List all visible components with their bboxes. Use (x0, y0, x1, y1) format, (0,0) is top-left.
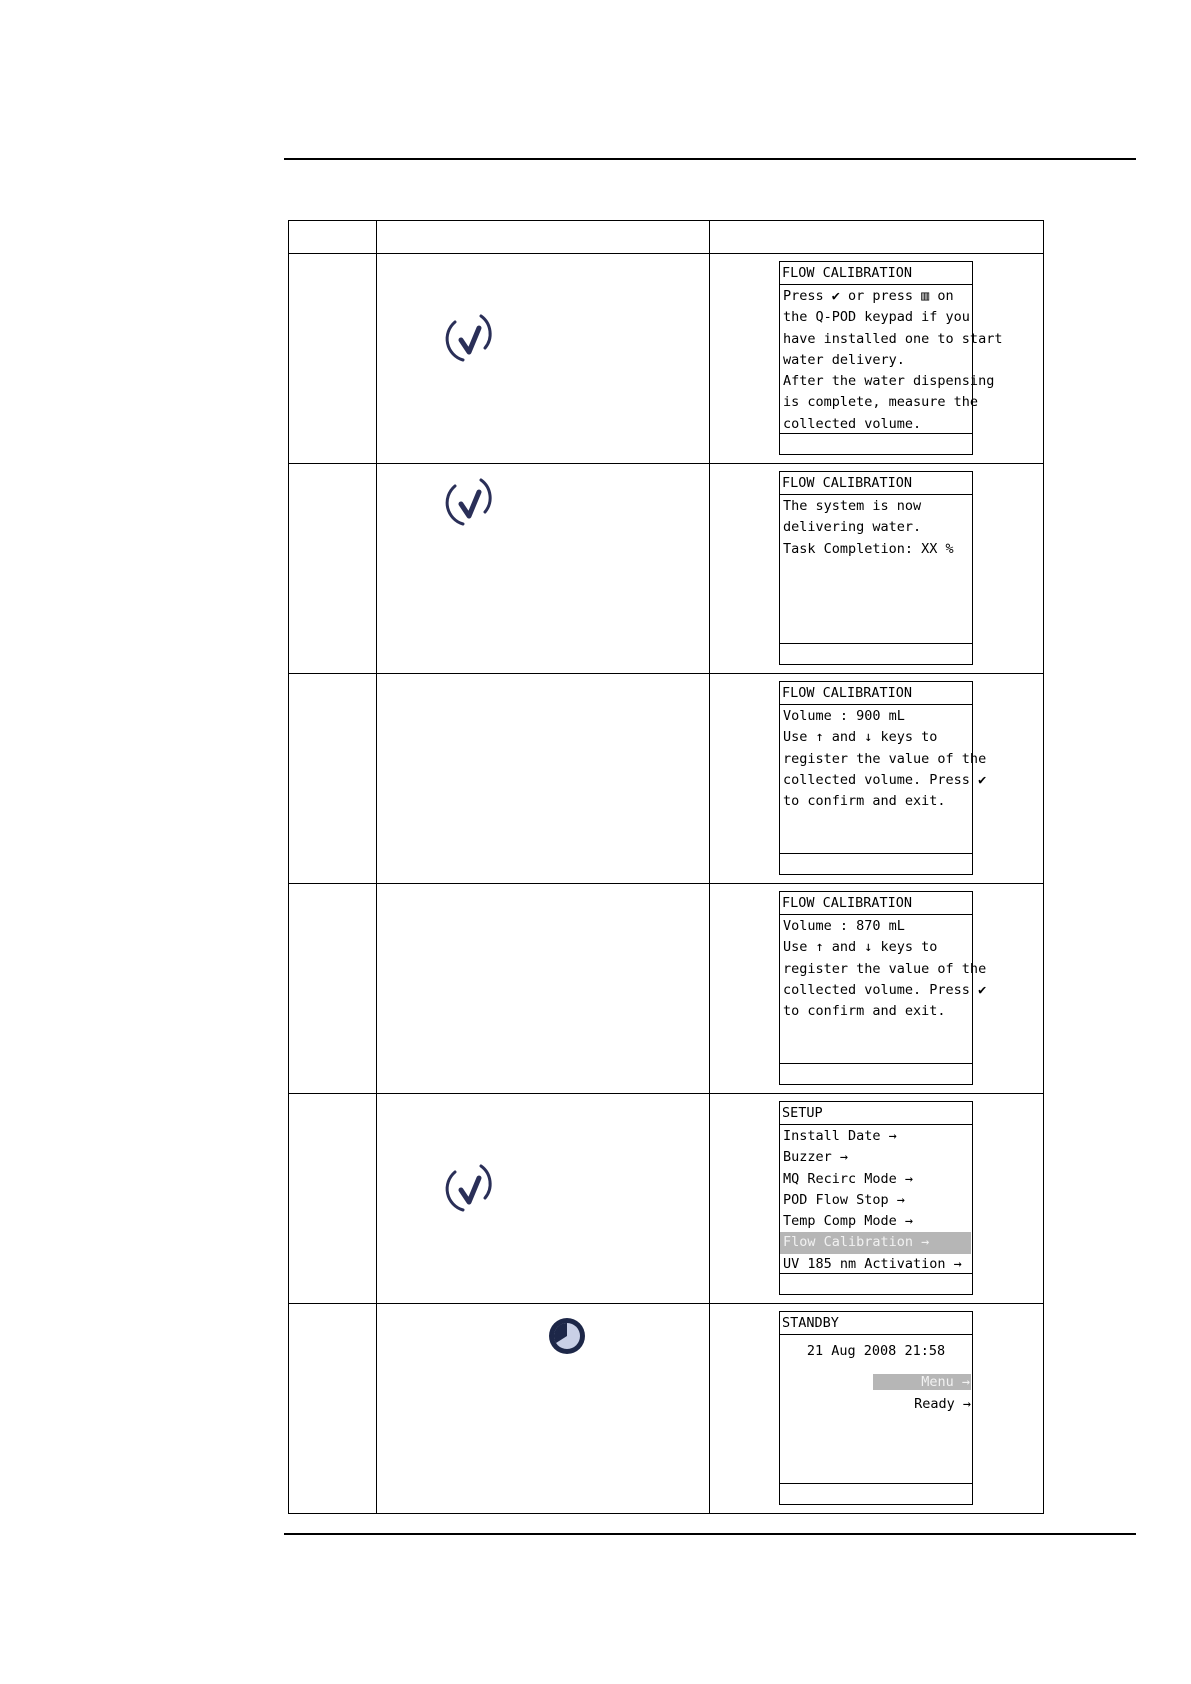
check-key-icon (441, 310, 497, 366)
header-rule (284, 158, 1136, 160)
action-cell (377, 1304, 710, 1514)
lcd-line: is complete, measure the (783, 394, 979, 411)
lcd-footer (780, 853, 972, 874)
lcd-footer (780, 1483, 972, 1504)
lcd-footer (780, 643, 972, 664)
table-row (289, 1094, 1044, 1304)
table-header-row (289, 221, 1044, 254)
lcd-screen (779, 681, 987, 875)
step-cell (289, 464, 377, 674)
lcd-title: FLOW CALIBRATION (780, 472, 972, 495)
lcd-screen (779, 1101, 973, 1295)
table-row (289, 464, 1044, 674)
lcd-line: Use ↑ and ↓ keys to (783, 729, 938, 746)
menu-item-flow-calibration[interactable]: Flow Calibration → (780, 1232, 971, 1253)
header-action (377, 221, 710, 254)
lcd-screen (779, 891, 987, 1085)
menu-item-temp-comp-mode[interactable]: Temp Comp Mode → (783, 1213, 914, 1230)
lcd-screen (779, 261, 1003, 455)
lcd-line: to confirm and exit. (783, 793, 946, 810)
procedure-table (288, 220, 1044, 1514)
lcd-line: the Q-POD keypad if you (783, 309, 970, 326)
display-cell (710, 254, 1044, 464)
lcd-line: Volume : 900 mL (783, 708, 905, 724)
action-cell (377, 254, 710, 464)
lcd-title: SETUP (780, 1102, 972, 1125)
table-row (289, 884, 1044, 1094)
lcd-line: The system is now (783, 498, 922, 514)
menu-item-uv-185-activation[interactable]: UV 185 nm Activation → (783, 1255, 962, 1272)
check-key-icon (441, 1160, 497, 1216)
lcd-footer (780, 1273, 972, 1294)
table-row (289, 674, 1044, 884)
display-cell (710, 884, 1044, 1094)
footer-rule (284, 1533, 1136, 1535)
menu-item-mq-recirc-mode[interactable]: MQ Recirc Mode → (783, 1170, 914, 1187)
action-cell (377, 464, 710, 674)
display-cell (710, 1304, 1044, 1514)
lcd-line: to confirm and exit. (783, 1003, 946, 1020)
lcd-line: Use ↑ and ↓ keys to (783, 939, 938, 956)
lcd-title: FLOW CALIBRATION (780, 892, 972, 915)
action-cell (377, 674, 710, 884)
display-cell (710, 1094, 1044, 1304)
lcd-title: STANDBY (780, 1312, 972, 1335)
menu-softkey[interactable] (780, 1372, 972, 1393)
lcd-line: have installed one to start (783, 330, 1003, 347)
menu-item-pod-flow-stop[interactable]: POD Flow Stop → (783, 1191, 905, 1208)
lcd-line: After the water dispensing (783, 373, 995, 390)
step-cell (289, 1304, 377, 1514)
lcd-line: collected volume. Press ✔ (783, 771, 987, 788)
menu-item-buzzer[interactable]: Buzzer → (783, 1149, 849, 1166)
lcd-title: FLOW CALIBRATION (780, 262, 972, 285)
check-key-icon (441, 474, 497, 530)
lcd-screen (779, 1311, 973, 1505)
standby-key-icon (547, 1316, 587, 1356)
lcd-footer (780, 433, 972, 454)
table-row (289, 254, 1044, 464)
step-cell (289, 674, 377, 884)
action-cell (377, 1094, 710, 1304)
lcd-datetime: 21 Aug 2008 21:58 (806, 1343, 946, 1359)
action-cell (377, 884, 710, 1094)
lcd-screen (779, 471, 973, 665)
ready-softkey[interactable]: Ready → (914, 1395, 971, 1412)
step-cell (289, 884, 377, 1094)
lcd-footer (780, 1063, 972, 1084)
display-cell (710, 464, 1044, 674)
lcd-title: FLOW CALIBRATION (780, 682, 972, 705)
header-step (289, 221, 377, 254)
display-cell (710, 674, 1044, 884)
lcd-line: Task Completion: XX % (783, 540, 954, 557)
lcd-line: register the value of the (783, 750, 987, 767)
table-row (289, 1304, 1044, 1514)
step-cell (289, 1094, 377, 1304)
lcd-line: Press ✔ or press ▥ on (783, 288, 954, 304)
header-display (710, 221, 1044, 254)
step-cell (289, 254, 377, 464)
lcd-line: collected volume. Press ✔ (783, 981, 987, 998)
menu-softkey-label: Menu → (873, 1374, 971, 1390)
lcd-line: collected volume. (783, 415, 922, 432)
lcd-line: delivering water. (783, 519, 922, 536)
lcd-line: water delivery. (783, 351, 905, 368)
lcd-line: Volume : 870 mL (783, 918, 905, 934)
menu-item-install-date[interactable]: Install Date → (783, 1128, 897, 1144)
lcd-line: register the value of the (783, 960, 987, 977)
